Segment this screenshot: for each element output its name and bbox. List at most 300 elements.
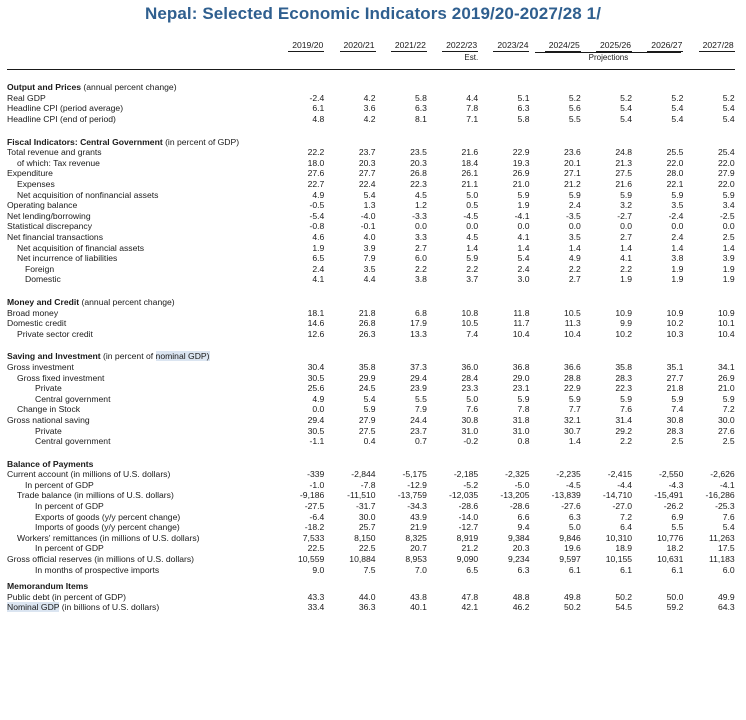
value-cell: 1.4 [722, 242, 735, 253]
value-cell: 22.0 [717, 179, 735, 190]
table-row [7, 264, 735, 275]
value-cell: 5.9 [722, 189, 735, 200]
value-cell: 13.3 [410, 328, 427, 339]
value-cell: 21.6 [461, 147, 479, 158]
value-cell: 0.7 [414, 436, 427, 447]
value-cell: -34.3 [407, 501, 427, 512]
row-label-text: Private [35, 383, 62, 394]
value-cell: 6.0 [722, 564, 735, 575]
value-cell: 2.7 [568, 274, 581, 285]
row-label [7, 511, 273, 522]
value-cell: 50.2 [564, 602, 581, 613]
value-cell: 6.1 [312, 103, 325, 114]
table-row [7, 469, 735, 480]
value-cell: 22.1 [666, 179, 684, 190]
value-cell: -31.7 [356, 501, 376, 512]
value-cell: 22.5 [358, 543, 376, 554]
value-cell: 7.4 [671, 404, 684, 415]
value-cell: 1.9 [312, 242, 325, 253]
value-cell: 5.8 [517, 114, 530, 125]
value-cell: 10,884 [349, 554, 376, 565]
row-label-text: Foreign [25, 263, 55, 274]
value-cell: 33.4 [307, 602, 325, 613]
value-cell: 1.9 [671, 263, 684, 274]
value-cell: 26.9 [717, 372, 735, 383]
year-header: 2019/20 [273, 40, 324, 52]
value-cell: 27.7 [666, 372, 684, 383]
row-label-text: Net financial transactions [7, 232, 104, 243]
table-row [7, 602, 735, 613]
value-cell: 2.2 [414, 263, 427, 274]
value-cell: 30.5 [307, 372, 325, 383]
value-cell: 25.4 [717, 147, 735, 158]
value-cell: 5.5 [671, 522, 684, 533]
value-cell: 4.6 [312, 232, 325, 243]
value-cell: 36.0 [461, 361, 479, 372]
value-cell: 36.3 [358, 602, 376, 613]
sub-header-row [7, 52, 735, 63]
value-cell: -5.2 [463, 479, 479, 490]
value-cell: -3.5 [565, 210, 581, 221]
value-cell: 20.7 [410, 543, 427, 554]
section-note: (annual percent change) [79, 296, 175, 307]
year-header-row [7, 40, 735, 52]
value-cell: 31.0 [512, 425, 530, 436]
value-cell: -9,186 [299, 490, 325, 501]
value-cell: 8,953 [405, 554, 427, 565]
indicators-table [7, 40, 735, 613]
value-cell: -4.1 [514, 210, 530, 221]
year-header: 2020/21 [324, 40, 375, 52]
value-cell: 3.3 [414, 232, 427, 243]
row-label [7, 147, 273, 158]
projections-label: Projections [529, 52, 683, 63]
value-cell: -27.6 [561, 501, 581, 512]
value-cell: 2.5 [722, 232, 735, 243]
value-cell: 10,559 [298, 554, 325, 565]
value-cell: 5.4 [671, 103, 684, 114]
value-cell: 0.0 [517, 221, 530, 232]
row-label [7, 415, 273, 426]
value-cell: 24.8 [615, 147, 633, 158]
value-cell: 4.8 [312, 114, 325, 125]
value-cell: 21.3 [615, 157, 633, 168]
row-label [7, 168, 273, 179]
value-cell: 27.9 [717, 168, 735, 179]
value-cell: 21.0 [717, 383, 735, 394]
value-cell: 9,234 [507, 554, 530, 565]
value-cell: 26.8 [410, 168, 427, 179]
value-cell: 30.8 [461, 414, 479, 425]
value-cell: 27.5 [358, 425, 376, 436]
value-cell: 26.1 [461, 168, 479, 179]
table-row [7, 404, 735, 415]
section-title [7, 351, 735, 362]
table-row [7, 253, 735, 264]
row-label-text: Operating balance [7, 200, 78, 211]
value-cell: 5.9 [363, 404, 376, 415]
section-title [7, 136, 735, 147]
value-cell: 11.3 [564, 318, 581, 329]
value-cell: 4.0 [363, 232, 376, 243]
value-cell: 49.9 [717, 591, 735, 602]
value-cell: 20.3 [410, 157, 427, 168]
table-row [7, 103, 735, 114]
section-title-text: Saving and Investment [7, 351, 101, 362]
value-cell: 3.8 [414, 274, 427, 285]
value-cell: 5.9 [620, 189, 633, 200]
value-cell: 3.0 [517, 274, 530, 285]
value-cell: 1.9 [722, 274, 735, 285]
table-row [7, 543, 735, 554]
row-label [7, 158, 273, 169]
value-cell: 46.2 [512, 602, 530, 613]
value-cell: 5.4 [722, 103, 735, 114]
table-row [7, 436, 735, 447]
value-cell: 4.9 [312, 189, 325, 200]
value-cell: -15,491 [654, 490, 684, 501]
value-cell: 6.1 [620, 564, 633, 575]
value-cell: 6.6 [517, 511, 530, 522]
value-cell: -11,510 [347, 490, 376, 501]
value-cell: 11.8 [513, 307, 530, 318]
table-row [7, 168, 735, 179]
value-cell: -18.2 [304, 522, 325, 533]
value-cell: 29.0 [512, 372, 530, 383]
row-label-text: Domestic credit [7, 318, 67, 329]
value-cell: 19.3 [512, 157, 530, 168]
value-cell: 25.5 [666, 147, 684, 158]
value-cell: 1.4 [568, 436, 581, 447]
value-cell: 54.5 [615, 602, 633, 613]
value-cell: 7.0 [414, 564, 427, 575]
value-cell: 3.8 [671, 253, 684, 264]
value-cell: 3.5 [568, 232, 581, 243]
row-label [7, 307, 273, 318]
value-cell: 8,150 [354, 532, 376, 543]
value-cell: 6.5 [312, 253, 325, 264]
value-cell: 0.0 [466, 221, 479, 232]
row-label-text: Trade balance (in millions of U.S. dollars) [17, 490, 174, 501]
year-header: 2023/24 [478, 40, 529, 52]
value-cell: 8.1 [414, 114, 427, 125]
value-cell: 3.5 [671, 200, 684, 211]
table-row [7, 383, 735, 394]
value-cell: 9,384 [507, 532, 530, 543]
value-cell: -0.8 [309, 221, 325, 232]
value-cell: 0.0 [568, 221, 581, 232]
row-label-text: Nominal GDP [7, 602, 60, 613]
value-cell: 9,846 [559, 532, 581, 543]
row-label [7, 103, 273, 114]
value-cell: -5.0 [514, 479, 530, 490]
table-row [7, 93, 735, 104]
value-cell: 28.8 [564, 372, 581, 383]
table-row [7, 328, 735, 339]
value-cell: 10.1 [717, 318, 735, 329]
value-cell: 9.4 [517, 522, 530, 533]
value-cell: 23.6 [564, 147, 581, 158]
value-cell: 5.9 [722, 393, 735, 404]
value-cell: 7.7 [568, 404, 581, 415]
value-cell: 23.1 [512, 383, 530, 394]
value-cell: -27.0 [612, 501, 633, 512]
value-cell: 21.6 [615, 179, 633, 190]
value-cell: 25.6 [307, 383, 325, 394]
value-cell: 5.5 [568, 114, 581, 125]
value-cell: 22.7 [307, 179, 325, 190]
value-cell: 24.4 [410, 414, 427, 425]
value-cell: 5.9 [466, 253, 479, 264]
value-cell: 5.9 [671, 189, 684, 200]
row-label-text: Central government [35, 393, 111, 404]
value-cell: 26.3 [358, 328, 376, 339]
value-cell: 6.3 [568, 511, 581, 522]
table-row [7, 592, 735, 603]
value-cell: 30.8 [666, 414, 684, 425]
value-cell: -1.0 [309, 479, 325, 490]
value-cell: 29.4 [410, 372, 427, 383]
value-cell: 24.5 [358, 383, 376, 394]
row-label-note: (in billions of U.S. dollars) [59, 602, 160, 613]
value-cell: 43.8 [410, 591, 427, 602]
value-cell: 5.2 [722, 92, 735, 103]
value-cell: 18.2 [666, 543, 684, 554]
value-cell: 10.9 [615, 307, 633, 318]
row-label-text: Public debt (in percent of GDP) [7, 591, 126, 602]
value-cell: 11,263 [709, 532, 735, 543]
spacer-row [7, 70, 735, 83]
value-cell: 47.8 [461, 591, 479, 602]
value-cell: 4.5 [414, 189, 427, 200]
table-row [7, 274, 735, 285]
value-cell: 23.7 [358, 147, 376, 158]
value-cell: 7.1 [466, 114, 479, 125]
row-label [7, 362, 273, 373]
section-title [7, 297, 735, 308]
value-cell: 4.2 [363, 114, 376, 125]
value-cell: -4.0 [360, 210, 376, 221]
value-cell: 18.1 [307, 307, 325, 318]
row-label-text: Imports of goods (y/y percent change) [35, 522, 180, 533]
table-row [7, 425, 735, 436]
value-cell: 1.4 [671, 242, 684, 253]
value-cell: 5.0 [466, 393, 479, 404]
value-cell: -12.7 [458, 522, 479, 533]
value-cell: 27.9 [358, 414, 376, 425]
value-cell: 2.7 [414, 242, 427, 253]
spacer-row [7, 285, 735, 297]
value-cell: 26.8 [358, 318, 376, 329]
value-cell: 5.8 [414, 92, 427, 103]
value-cell: -14,710 [602, 490, 633, 501]
row-label-text: Net incurrence of liabilities [17, 253, 118, 264]
year-header: 2027/28 [683, 40, 734, 52]
value-cell: 0.8 [517, 436, 530, 447]
value-cell: 10.4 [512, 328, 530, 339]
section-title-text: Memorandum Items [7, 581, 89, 592]
value-cell: -2.7 [617, 210, 633, 221]
value-cell: 9.9 [620, 318, 633, 329]
value-cell: -28.6 [509, 501, 530, 512]
value-cell: 4.9 [568, 253, 581, 264]
value-cell: 40.1 [410, 602, 427, 613]
value-cell: 5.4 [363, 189, 376, 200]
table-row [7, 114, 735, 125]
value-cell: 4.4 [466, 92, 479, 103]
row-label-text: Gross investment [7, 361, 74, 372]
value-cell: 28.0 [666, 168, 684, 179]
value-cell: 22.9 [512, 147, 530, 158]
value-cell: 5.0 [568, 522, 581, 533]
value-cell: 6.3 [414, 103, 427, 114]
row-label [7, 328, 273, 339]
value-cell: 44.0 [358, 591, 376, 602]
value-cell: 30.7 [564, 425, 581, 436]
value-cell: 29.9 [358, 372, 376, 383]
value-cell: 21.0 [512, 179, 530, 190]
value-cell: 22.9 [564, 383, 581, 394]
row-label [7, 221, 273, 232]
value-cell: 10.4 [717, 328, 735, 339]
value-cell: 10.8 [461, 307, 479, 318]
row-label-text: Expenses [17, 179, 55, 190]
row-label-text: Broad money [7, 307, 59, 318]
section-title [7, 82, 735, 93]
value-cell: -28.6 [458, 501, 479, 512]
section-title-text: Output and Prices [7, 82, 82, 93]
value-cell: 2.5 [722, 436, 735, 447]
value-cell: 11.7 [513, 318, 530, 329]
row-label [7, 372, 273, 383]
value-cell: -4.5 [565, 479, 581, 490]
value-cell: 49.8 [564, 591, 581, 602]
value-cell: 26.9 [512, 168, 530, 179]
value-cell: -4.1 [719, 479, 735, 490]
row-label-text: Exports of goods (y/y percent change) [35, 511, 181, 522]
table-row [7, 221, 735, 232]
value-cell: -12.9 [407, 479, 427, 490]
row-label [7, 114, 273, 125]
value-cell: 10.9 [717, 307, 735, 318]
value-cell: 34.1 [717, 361, 735, 372]
value-cell: 5.9 [671, 393, 684, 404]
row-label [7, 200, 273, 211]
value-cell: -2,235 [556, 469, 581, 480]
value-cell: -5.4 [309, 210, 325, 221]
table-row [7, 232, 735, 243]
value-cell: 2.5 [671, 436, 684, 447]
row-label-text: Private sector credit [17, 328, 93, 339]
table-row [7, 533, 735, 544]
value-cell: -2.4 [309, 92, 325, 103]
row-label [7, 318, 273, 329]
value-cell: 5.4 [363, 393, 376, 404]
table-row [7, 511, 735, 522]
value-cell: 11,183 [709, 554, 735, 565]
value-cell: 5.2 [671, 92, 684, 103]
value-cell: 6.1 [568, 564, 581, 575]
value-cell: 21.2 [461, 543, 479, 554]
section-title [7, 581, 735, 592]
value-cell: 37.3 [410, 361, 427, 372]
value-cell: 5.2 [620, 92, 633, 103]
value-cell: 5.9 [568, 189, 581, 200]
value-cell: 9,597 [559, 554, 581, 565]
value-cell: 8,919 [456, 532, 479, 543]
table-row [7, 318, 735, 329]
value-cell: 6.4 [620, 522, 633, 533]
value-cell: 27.6 [717, 425, 735, 436]
section-title [7, 458, 735, 469]
value-cell: 18.0 [307, 157, 325, 168]
section-header-row [7, 297, 735, 308]
row-label [7, 501, 273, 512]
value-cell: 9,090 [456, 554, 479, 565]
table-row [7, 490, 735, 501]
value-cell: 28.3 [615, 372, 633, 383]
value-cell: 22.3 [410, 179, 427, 190]
value-cell: 22.5 [307, 543, 325, 554]
value-cell: 1.4 [568, 242, 581, 253]
row-label [7, 554, 273, 565]
value-cell: 22.0 [666, 157, 684, 168]
value-cell: 3.9 [722, 253, 735, 264]
value-cell: 3.5 [363, 263, 376, 274]
value-cell: -7.8 [360, 479, 376, 490]
row-label [7, 480, 273, 491]
row-label [7, 469, 273, 480]
value-cell: -0.2 [463, 436, 479, 447]
value-cell: 7.5 [363, 564, 376, 575]
value-cell: 20.3 [358, 157, 376, 168]
value-cell: 43.9 [410, 511, 427, 522]
row-label-text: of which: Tax revenue [17, 157, 100, 168]
value-cell: 23.9 [410, 383, 427, 394]
value-cell: 4.1 [312, 274, 325, 285]
value-cell: 36.6 [564, 361, 581, 372]
value-cell: 30.4 [307, 361, 325, 372]
table-row [7, 554, 735, 565]
value-cell: 18.9 [615, 543, 633, 554]
value-cell: -13,205 [500, 490, 530, 501]
value-cell: 35.8 [615, 361, 633, 372]
value-cell: 30.0 [717, 414, 735, 425]
value-cell: 6.1 [671, 564, 684, 575]
section-note: (in percent of GDP) [162, 136, 240, 147]
row-label [7, 425, 273, 436]
value-cell: -2,844 [351, 469, 376, 480]
value-cell: 5.4 [620, 103, 633, 114]
value-cell: 30.0 [358, 511, 376, 522]
value-cell: 20.1 [564, 157, 581, 168]
value-cell: 25.7 [358, 522, 376, 533]
value-cell: 43.3 [307, 591, 325, 602]
value-cell: 5.9 [517, 189, 530, 200]
value-cell: 21.9 [410, 522, 427, 533]
value-cell: 1.4 [466, 242, 479, 253]
value-cell: 7.9 [363, 253, 376, 264]
spacer-row [7, 446, 735, 458]
value-cell: 23.7 [410, 425, 427, 436]
value-cell: 48.8 [512, 591, 530, 602]
value-cell: 18.4 [461, 157, 479, 168]
row-label [7, 253, 273, 264]
value-cell: 2.4 [517, 263, 530, 274]
value-cell: 5.9 [517, 393, 530, 404]
value-cell: 4.1 [620, 253, 633, 264]
value-cell: 27.6 [307, 168, 325, 179]
